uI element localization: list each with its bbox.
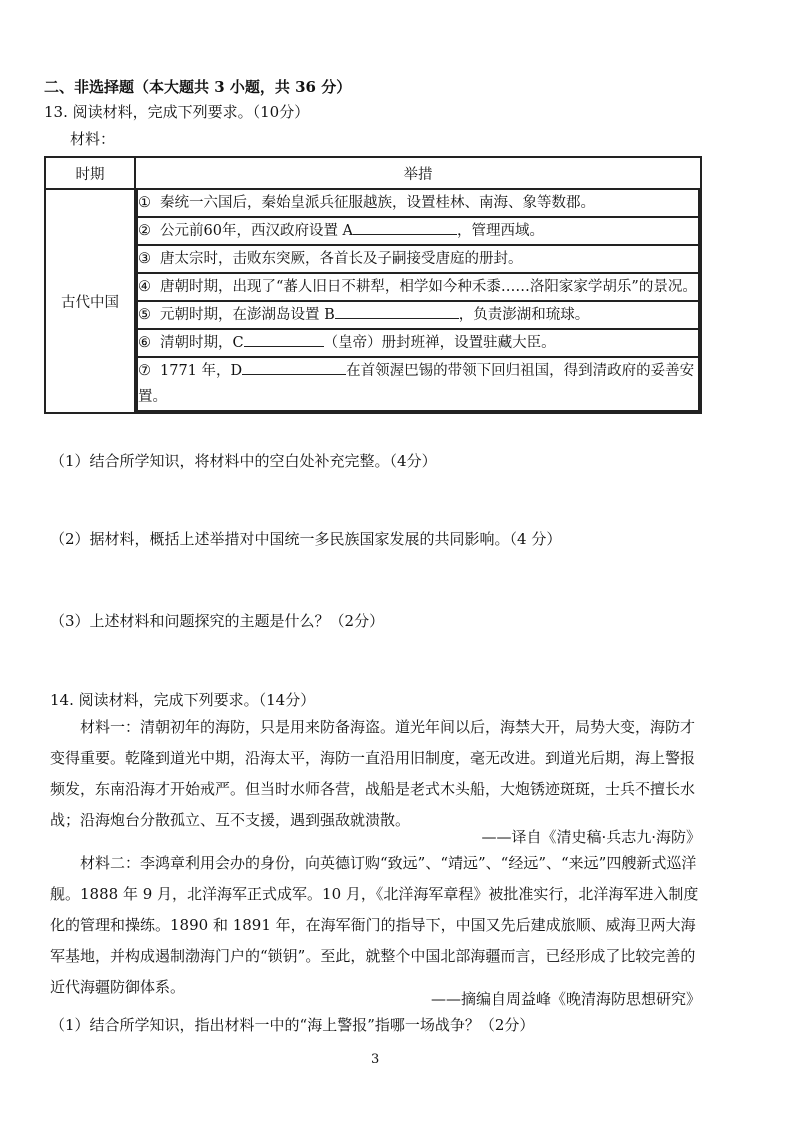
- header-measures: 举措: [135, 157, 701, 189]
- material-one-source: ——译自《清史稿·兵志九·海防》: [481, 828, 701, 846]
- row-text: 公元前60年，西汉政府设置 A: [160, 223, 354, 239]
- material-two-source: ——摘编自周益峰《晚清海防思想研究》: [430, 990, 701, 1008]
- material-label: 材料：: [70, 130, 116, 148]
- answer-blank-c[interactable]: [244, 330, 324, 347]
- row-text: 1771 年，D: [160, 363, 243, 379]
- row-text: 唐太宗时，击败东突厥，各首长及子嗣接受唐庭的册封。: [160, 251, 523, 267]
- measure-row: [137, 329, 699, 357]
- question-13-sub3: （3）上述材料和问题探究的主题是什么？（2分）: [50, 612, 385, 630]
- question-13-sub1: （1）结合所学知识，将材料中的空白处补充完整。（4分）: [50, 452, 437, 470]
- question-13-sub2: （2）据材料，概括上述举措对中国统一多民族国家发展的共同影响。（4 分）: [50, 530, 562, 548]
- period-cell: 古代中国: [45, 189, 135, 413]
- row-number: ②: [138, 223, 151, 239]
- row-text: 在首领渥巴锡的带领下回归祖国，得到清政府的妥善安置。: [138, 363, 695, 405]
- row-text: 元朝时期，在澎湖岛设置 B: [160, 307, 335, 323]
- measure-row: [137, 190, 699, 217]
- row-text: （皇帝）册封班禅，设置驻藏大臣。: [323, 335, 556, 351]
- row-text: 唐朝时期，出现了“蕃人旧日不耕犁，相学如今种禾黍……洛阳家家学胡乐”的景况。: [160, 279, 697, 295]
- answer-blank-a[interactable]: [353, 218, 457, 235]
- measure-row: [137, 217, 699, 245]
- row-text: ，负责澎湖和琉球。: [458, 307, 590, 323]
- header-period: 时期: [45, 157, 135, 189]
- row-number: ⑦: [138, 363, 151, 379]
- question-14-sub1: （1）结合所学知识，指出材料一中的“海上警报”指哪一场战争？（2分）: [50, 1016, 535, 1034]
- question-14-title: 14. 阅读材料，完成下列要求。（14分）: [50, 691, 316, 709]
- material-two: 材料二：李鸿章利用会办的身份，向英德订购“致远”、“靖远”、“经远”、“来远”四艘新式巡洋舰。1888 年 9 月，北洋海军正式成军。10 月，《北洋海军章程》被批准实行，北洋海军进入制度化的管理和操练。1890 和 1891 年，在海军衙门的指导下，中国又先后建成旅顺、威海卫两大海军基地，并构成遏制渤海门户的“锁钥”。至此，就整个中国北部海疆而言，已经形成了比较完善的近代海疆防御体系。: [50, 854, 699, 996]
- answer-blank-d[interactable]: [242, 358, 346, 375]
- row-number: ③: [138, 251, 151, 267]
- answer-blank-b[interactable]: [335, 302, 459, 319]
- measures-table: [44, 156, 702, 414]
- row-text: 秦统一六国后，秦始皇派兵征服越族，设置桂林、南海、象等数郡。: [160, 195, 595, 211]
- material-one: 材料一：清朝初年的海防，只是用来防备海盗。道光年间以后，海禁大开，局势大变，海防才变得重要。乾隆到道光中期，沿海太平，海防一直沿用旧制度，毫无改进。到道光后期，海上警报频发，东南沿海才开始戒严。但当时水师各营，战船是老式木头船，大炮锈迹斑斑，士兵不擅长水战；沿海炮台分散孤立、互不支援，遇到强敌就溃散。: [50, 718, 696, 829]
- section-title: 二、非选择题（本大题共 3 小题，共 36 分）: [44, 78, 352, 96]
- row-number: ①: [138, 195, 151, 211]
- measure-row: [137, 357, 699, 411]
- row-text: ，管理西域。: [457, 223, 545, 239]
- measure-row: [137, 301, 699, 329]
- row-number: ⑥: [138, 335, 151, 351]
- row-number: ⑤: [138, 307, 151, 323]
- row-number: ④: [138, 279, 151, 295]
- question-13-title: 13. 阅读材料，完成下列要求。（10分）: [44, 103, 310, 121]
- measure-row: [137, 245, 699, 273]
- measure-row: [137, 273, 699, 301]
- page-number: 3: [371, 1052, 380, 1067]
- row-text: 清朝时期，C: [160, 335, 244, 351]
